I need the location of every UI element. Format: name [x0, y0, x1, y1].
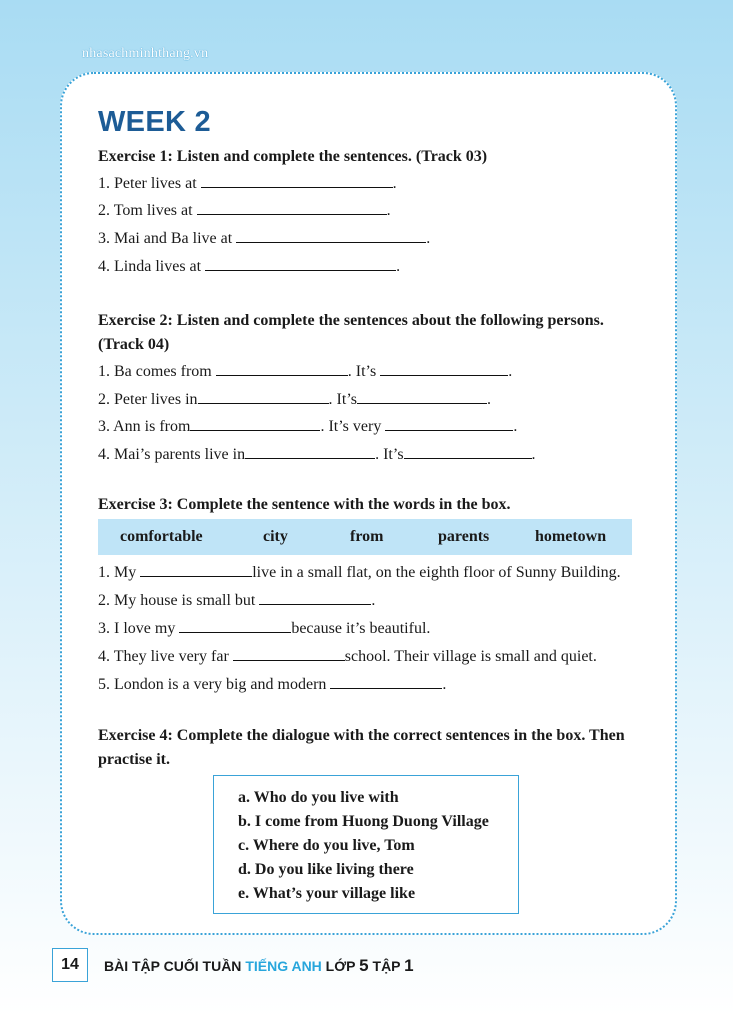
answer-blank[interactable]	[198, 389, 329, 404]
answer-blank[interactable]	[140, 562, 252, 577]
exercise-1-item: 4. Linda lives at .	[98, 258, 401, 275]
exercise-4-title: Exercise 4: Complete the dialogue with the correct sentences in the box. Then practise it.	[98, 727, 625, 768]
exercise-1-item: 2. Tom lives at .	[98, 202, 391, 219]
exercise-2-title: Exercise 2: Listen and complete the sentences about the following persons. (Track 04)	[98, 312, 604, 353]
exercise-3-item: 4. They live very far school. Their village is small and quiet.	[98, 648, 597, 665]
answer-blank[interactable]	[385, 416, 513, 431]
word-option: hometown	[535, 528, 607, 545]
dialogue-option: d. Do you like living there	[238, 861, 414, 878]
book-title: BÀI TẬP CUỐI TUẦN TIẾNG ANH LỚP 5 TẬP 1	[104, 956, 414, 975]
word-option: comfortable	[120, 528, 203, 545]
answer-blank[interactable]	[259, 590, 371, 605]
answer-blank[interactable]	[205, 256, 396, 271]
word-option: parents	[438, 528, 490, 545]
answer-blank[interactable]	[357, 389, 487, 404]
exercise-1-item: 1. Peter lives at .	[98, 175, 397, 192]
dialogue-options-box	[213, 775, 519, 914]
answer-blank[interactable]	[190, 416, 320, 431]
exercise-3-title: Exercise 3: Complete the sentence with the words in the box.	[98, 496, 511, 513]
exercise-1-title: Exercise 1: Listen and complete the sentences. (Track 03)	[98, 148, 488, 165]
exercise-2-item: 4. Mai’s parents live in . It’s .	[98, 446, 536, 463]
week-title: WEEK 2	[98, 106, 211, 138]
dialogue-option: c. Where do you live, Tom	[238, 837, 415, 854]
dialogue-option: a. Who do you live with	[238, 789, 399, 806]
publisher-watermark: nhasachminhthang.vn	[82, 46, 209, 61]
word-option: city	[263, 528, 288, 545]
word-option: from	[350, 528, 384, 545]
answer-blank[interactable]	[179, 618, 291, 633]
answer-blank[interactable]	[197, 200, 387, 215]
answer-blank[interactable]	[236, 228, 426, 243]
dialogue-option: b. I come from Huong Duong Village	[238, 813, 489, 830]
answer-blank[interactable]	[216, 361, 348, 376]
exercise-3-item: 1. My live in a small flat, on the eighth floor of Sunny Building.	[98, 564, 621, 581]
exercise-2-item: 3. Ann is from . It’s very .	[98, 418, 518, 435]
page-number: 14	[52, 948, 88, 982]
exercise-1-item: 3. Mai and Ba live at .	[98, 230, 431, 247]
exercise-2-item: 2. Peter lives in . It’s .	[98, 391, 491, 408]
answer-blank[interactable]	[245, 444, 375, 459]
word-box	[98, 519, 632, 555]
exercise-3-item: 2. My house is small but .	[98, 592, 376, 609]
exercise-3-item: 3. I love my because it’s beautiful.	[98, 620, 431, 637]
dialogue-option: e. What’s your village like	[238, 885, 416, 902]
answer-blank[interactable]	[330, 674, 442, 689]
answer-blank[interactable]	[201, 173, 393, 188]
answer-blank[interactable]	[404, 444, 532, 459]
exercise-3-item: 5. London is a very big and modern .	[98, 676, 447, 693]
answer-blank[interactable]	[380, 361, 508, 376]
answer-blank[interactable]	[233, 646, 345, 661]
exercise-2-item: 1. Ba comes from . It’s .	[98, 363, 513, 380]
